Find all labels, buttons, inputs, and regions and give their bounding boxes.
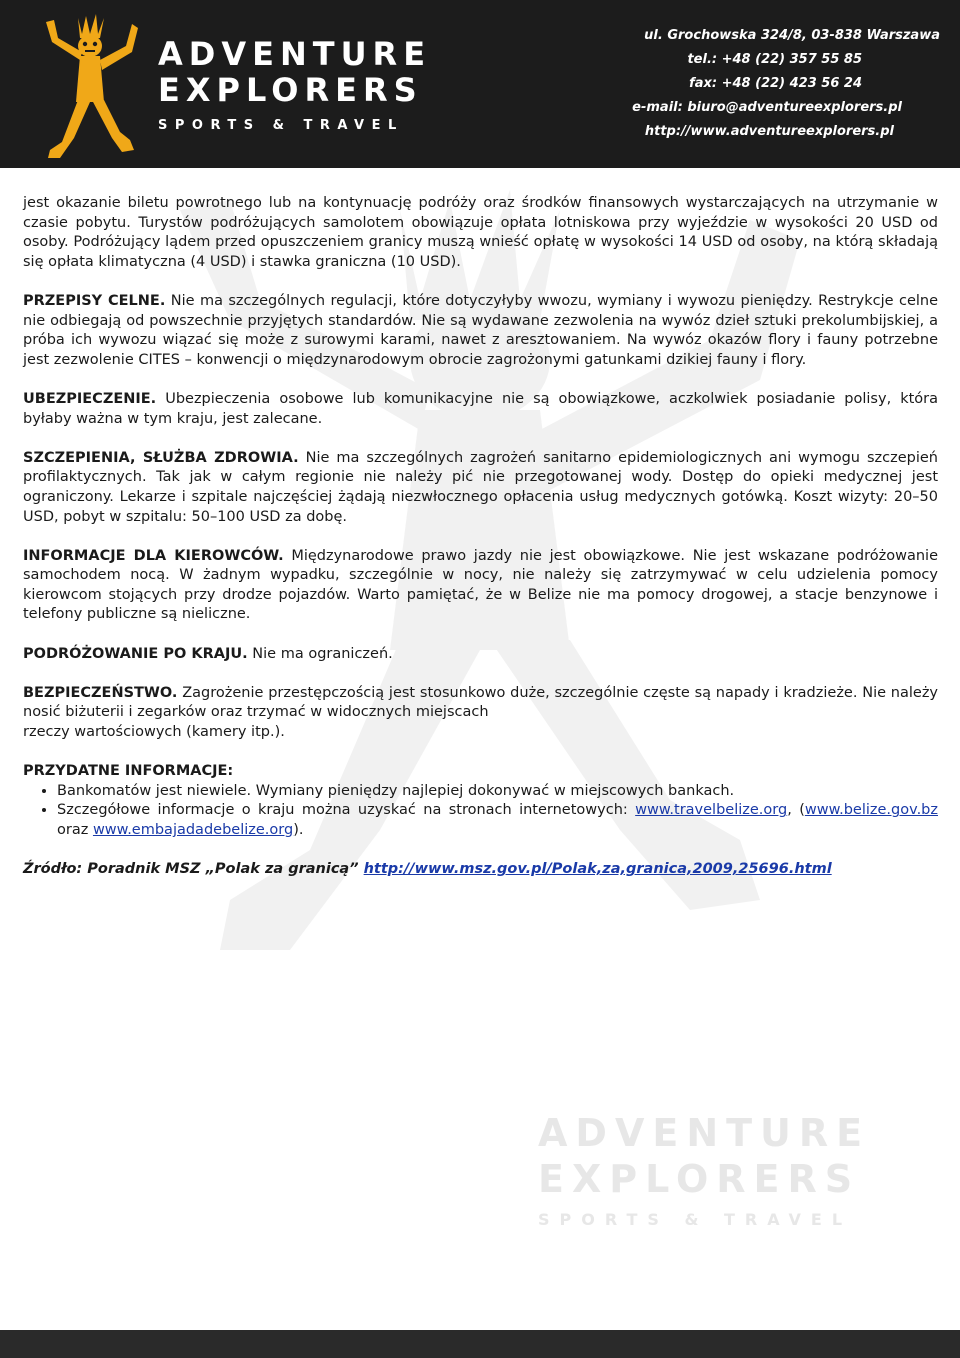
- section-health: [23, 449, 938, 527]
- dancing-figure-icon: [40, 12, 140, 162]
- section-heading: PRZEPISY CELNE.: [23, 292, 166, 309]
- section-text: Nie ma ograniczeń.: [252, 645, 393, 662]
- source-line: [23, 860, 938, 880]
- list-item: [57, 801, 938, 840]
- section-text: Nie ma szczególnych regulacji, które dotyczyłyby wwozu, wymiany i wywozu pieniędzy. Restrykcje celne nie odbiegają od powszechnie przyjętych standardów. Nie są wydawane zezwolenia na wywóz dzieł sztuki prekolumbijskiej, a próba ich wywozu wiązać się może z surowymi karami, nawet z aresztowaniem. Na wywóz okazów flory i fauny potrzebne jest zezwolenie CITES – konwencji o międzynarodowym obrocie zagrożonymi gatunkami dzikiej fauny i flory.: [23, 292, 939, 368]
- document-body: [23, 194, 938, 899]
- section-heading: PODRÓŻOWANIE PO KRAJU.: [23, 645, 248, 662]
- list-item-text: Szczegółowe informacje o kraju można uzyskać na stronach internetowych:: [57, 802, 628, 819]
- watermark-line-explorers: EXPLORERS: [538, 1157, 861, 1201]
- source-link[interactable]: http://www.msz.gov.pl/Polak,za,granica,2009,25696.html: [363, 861, 832, 878]
- intro-paragraph: jest okazanie biletu powrotnego lub na kontynuację podróży oraz środków finansowych wystarczających na utrzymanie w czasie pobytu. Turystów podróżujących samolotem obowiązuje opłata lotniskowa przy wyjeździe w wysokości 20 USD od osoby. Podróżujący lądem przed opuszczeniem granicy muszą wnieść opłatę w wysokości 14 USD od osoby, na którą składają się opłata klimatyczna (4 USD) i stawka graniczna (10 USD).: [23, 195, 938, 270]
- contact-email[interactable]: e-mail: biuro@adventureexplorers.pl: [632, 100, 902, 115]
- contact-fax: fax: +48 (22) 423 56 24: [689, 76, 862, 91]
- brand-tagline: SPORTS & TRAVEL: [158, 118, 404, 133]
- section-safety: [23, 684, 938, 743]
- section-drivers: [23, 547, 938, 625]
- section-heading: BEZPIECZEŃSTWO.: [23, 684, 178, 701]
- link-embajada[interactable]: www.embajadadebelize.org: [92, 822, 294, 838]
- section-customs: [23, 292, 938, 370]
- section-text: Międzynarodowe prawo jazdy nie jest obowiązkowe. Nie jest wskazane podróżowanie samochodem nocą. W żadnym wypadku, szczególnie w nocy, nie należy się zatrzymywać w celu udzielenia pomocy kierowcom stojących przy drodze pojazdów. Warto pamiętać, że w Belize nie ma pomocy drogowej, a stacje benzynowe i telefony publiczne są nieliczne.: [23, 547, 938, 623]
- section-text-continued: rzeczy wartościowych (kamery itp.).: [23, 724, 285, 741]
- watermark-brand: [538, 1110, 870, 1229]
- contact-tel: tel.: +48 (22) 357 55 85: [687, 52, 862, 67]
- list-item-separator: , (: [787, 802, 805, 819]
- link-travelbelize[interactable]: www.travelbelize.org: [635, 802, 788, 819]
- list-item-end: ).: [293, 822, 304, 838]
- useful-info-heading: [23, 762, 938, 782]
- section-heading: SZCZEPIENIA, SŁUŻBA ZDROWIA.: [23, 449, 299, 466]
- section-heading: INFORMACJE DLA KIEROWCÓW.: [23, 547, 284, 564]
- source-label: Źródło: Poradnik MSZ „Polak za granicą”: [23, 861, 359, 878]
- contact-address: ul. Grochowska 324/8, 03-838 Warszawa: [644, 28, 940, 43]
- section-text: Ubezpieczenia osobowe lub komunikacyjne nie są obowiązkowe, aczkolwiek posiadanie polisy, która byłaby ważna w tym kraju, jest zalecane.: [23, 390, 938, 427]
- list-item: [57, 782, 938, 802]
- section-heading: UBEZPIECZENIE.: [23, 390, 157, 407]
- list-item-separator: oraz: [57, 822, 93, 838]
- section-insurance: [23, 390, 938, 429]
- footer-bar: [0, 1330, 960, 1358]
- page-header: [0, 0, 960, 168]
- section-travel: [23, 645, 938, 665]
- section-text: Zagrożenie przestępczością jest stosunkowo duże, szczególnie częste są napady i kradzieże. Nie należy nosić biżuterii i zegarków oraz trzymać w widocznych miejscach: [23, 684, 939, 721]
- section-text: Nie ma szczególnych zagrożeń sanitarno epidemiologicznych ani wymogu szczepień profilaktycznych. Tak jak w całym regionie nie należy pić nie przegotowanej wody. Dostęp do opieki medycznej jest ograniczony. Lekarze i szpitale najczęściej żądają niezwłocznego opłacenia usług medycznych gotówką. Koszt wizyty: 20–50 USD, pobyt w szpitalu: 50–100 USD za dobę.: [23, 449, 938, 525]
- link-belize-gov[interactable]: www.belize.gov.bz: [804, 802, 938, 819]
- brand-line-adventure: ADVENTURE: [158, 35, 432, 73]
- list-item-text: Bankomatów jest niewiele. Wymiany pieniędzy najlepiej dokonywać w miejscowych bankach.: [57, 782, 735, 799]
- contact-website[interactable]: http://www.adventureexplorers.pl: [644, 124, 894, 139]
- useful-info-list: [23, 782, 938, 841]
- watermark-line-adventure: ADVENTURE: [538, 1111, 871, 1155]
- brand-logo: [158, 36, 431, 133]
- watermark-tagline: SPORTS & TRAVEL: [538, 1210, 853, 1229]
- contact-block: [632, 24, 940, 144]
- useful-heading-text: PRZYDATNE INFORMACJE:: [23, 763, 234, 780]
- brand-line-explorers: EXPLORERS: [158, 71, 423, 109]
